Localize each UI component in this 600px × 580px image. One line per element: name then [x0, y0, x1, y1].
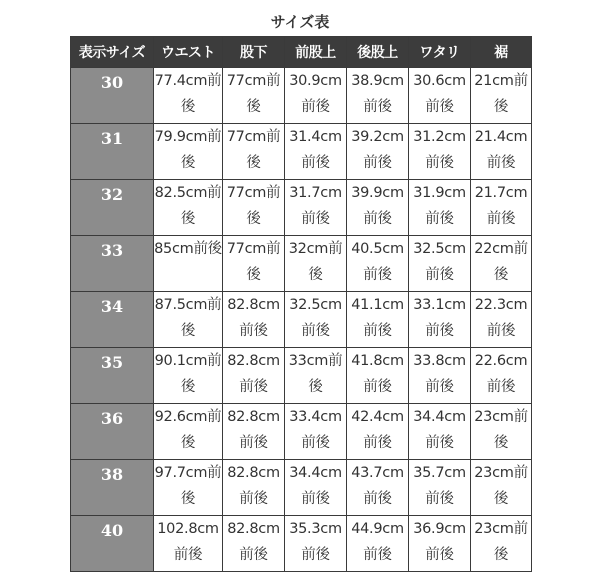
table-row — [71, 68, 532, 124]
back-rise-cell: 41.8cm前後 — [347, 348, 409, 404]
size-cell: 34 — [71, 292, 154, 348]
page-title: サイズ表 — [270, 13, 330, 31]
front-rise-cell: 33cm前後 — [285, 348, 347, 404]
waist-cell: 92.6cm前後 — [154, 404, 223, 460]
size-cell: 32 — [71, 180, 154, 236]
inseam-cell: 82.8cm前後 — [223, 460, 285, 516]
thigh-cell: 34.4cm前後 — [409, 404, 471, 460]
table-row — [71, 460, 532, 516]
waist-cell: 77.4cm前後 — [154, 68, 223, 124]
front-rise-cell: 32cm前後 — [285, 236, 347, 292]
inseam-cell: 82.8cm前後 — [223, 292, 285, 348]
waist-cell: 79.9cm前後 — [154, 124, 223, 180]
waist-cell: 82.5cm前後 — [154, 180, 223, 236]
header-front-rise: 前股上 — [285, 37, 347, 68]
table-row — [71, 236, 532, 292]
inseam-cell: 77cm前後 — [223, 124, 285, 180]
waist-cell: 97.7cm前後 — [154, 460, 223, 516]
header-back-rise: 後股上 — [347, 37, 409, 68]
back-rise-cell: 42.4cm前後 — [347, 404, 409, 460]
back-rise-cell: 40.5cm前後 — [347, 236, 409, 292]
front-rise-cell: 34.4cm前後 — [285, 460, 347, 516]
table-row — [71, 124, 532, 180]
thigh-cell: 36.9cm前後 — [409, 516, 471, 572]
table-row — [71, 404, 532, 460]
size-table — [70, 36, 532, 572]
back-rise-cell: 39.9cm前後 — [347, 180, 409, 236]
header-inseam: 股下 — [223, 37, 285, 68]
hem-cell: 22.3cm前後 — [471, 292, 532, 348]
front-rise-cell: 31.4cm前後 — [285, 124, 347, 180]
size-cell: 30 — [71, 68, 154, 124]
header-waist: ウエスト — [154, 37, 223, 68]
waist-cell: 87.5cm前後 — [154, 292, 223, 348]
back-rise-cell: 43.7cm前後 — [347, 460, 409, 516]
size-cell: 31 — [71, 124, 154, 180]
inseam-cell: 77cm前後 — [223, 68, 285, 124]
table-row — [71, 348, 532, 404]
inseam-cell: 82.8cm前後 — [223, 516, 285, 572]
hem-cell: 23cm前後 — [471, 460, 532, 516]
header-hem: 裾 — [471, 37, 532, 68]
hem-cell: 21.4cm前後 — [471, 124, 532, 180]
back-rise-cell: 39.2cm前後 — [347, 124, 409, 180]
size-cell: 38 — [71, 460, 154, 516]
size-cell: 33 — [71, 236, 154, 292]
table-row — [71, 180, 532, 236]
header-size: 表示サイズ — [71, 37, 154, 68]
hem-cell: 21.7cm前後 — [471, 180, 532, 236]
thigh-cell: 32.5cm前後 — [409, 236, 471, 292]
thigh-cell: 35.7cm前後 — [409, 460, 471, 516]
hem-cell: 23cm前後 — [471, 404, 532, 460]
front-rise-cell: 33.4cm前後 — [285, 404, 347, 460]
inseam-cell: 82.8cm前後 — [223, 348, 285, 404]
inseam-cell: 77cm前後 — [223, 236, 285, 292]
inseam-cell: 82.8cm前後 — [223, 404, 285, 460]
front-rise-cell: 30.9cm前後 — [285, 68, 347, 124]
hem-cell: 22cm前後 — [471, 236, 532, 292]
thigh-cell: 33.8cm前後 — [409, 348, 471, 404]
thigh-cell: 30.6cm前後 — [409, 68, 471, 124]
thigh-cell: 33.1cm前後 — [409, 292, 471, 348]
hem-cell: 22.6cm前後 — [471, 348, 532, 404]
front-rise-cell: 35.3cm前後 — [285, 516, 347, 572]
size-cell: 40 — [71, 516, 154, 572]
size-cell: 36 — [71, 404, 154, 460]
front-rise-cell: 31.7cm前後 — [285, 180, 347, 236]
front-rise-cell: 32.5cm前後 — [285, 292, 347, 348]
header-thigh: ワタリ — [409, 37, 471, 68]
header-row — [71, 37, 532, 68]
hem-cell: 21cm前後 — [471, 68, 532, 124]
back-rise-cell: 41.1cm前後 — [347, 292, 409, 348]
waist-cell: 102.8cm前後 — [154, 516, 223, 572]
table-row — [71, 292, 532, 348]
inseam-cell: 77cm前後 — [223, 180, 285, 236]
thigh-cell: 31.2cm前後 — [409, 124, 471, 180]
back-rise-cell: 38.9cm前後 — [347, 68, 409, 124]
hem-cell: 23cm前後 — [471, 516, 532, 572]
waist-cell: 85cm前後 — [154, 236, 223, 292]
table-row — [71, 516, 532, 572]
back-rise-cell: 44.9cm前後 — [347, 516, 409, 572]
size-cell: 35 — [71, 348, 154, 404]
thigh-cell: 31.9cm前後 — [409, 180, 471, 236]
waist-cell: 90.1cm前後 — [154, 348, 223, 404]
